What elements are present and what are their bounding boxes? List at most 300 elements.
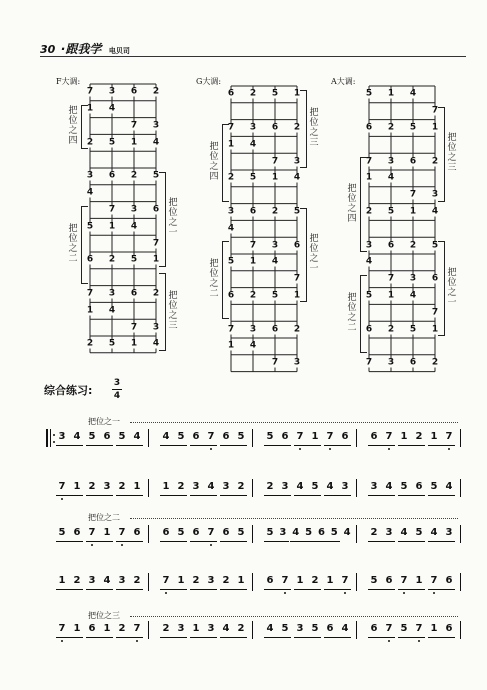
exercise-position-label: 把位之一 bbox=[88, 417, 120, 426]
note: 7 bbox=[430, 575, 438, 586]
note-degree: 3 bbox=[365, 240, 373, 251]
note: 2 bbox=[192, 575, 200, 586]
beam bbox=[190, 541, 217, 542]
beam bbox=[264, 445, 291, 446]
note: 7 bbox=[162, 575, 170, 586]
note-degree: 4 bbox=[108, 103, 116, 114]
beam bbox=[368, 445, 395, 446]
note: 6 bbox=[370, 431, 378, 442]
measure bbox=[254, 575, 358, 589]
position-label: 把位之二 bbox=[68, 223, 78, 264]
notation-line bbox=[42, 481, 458, 495]
note: 6 bbox=[192, 527, 200, 538]
beam bbox=[315, 541, 340, 542]
beam bbox=[428, 495, 455, 496]
note: 2 bbox=[311, 575, 319, 586]
note: 3 bbox=[370, 481, 378, 492]
note-degree: 7 bbox=[409, 189, 417, 200]
notation-line bbox=[42, 623, 458, 637]
note-degree: 3 bbox=[249, 122, 257, 133]
bar-line bbox=[252, 525, 253, 543]
beam bbox=[56, 541, 83, 542]
position-bracket bbox=[300, 208, 307, 303]
note: 7 bbox=[415, 623, 423, 634]
bar-line bbox=[148, 573, 149, 591]
note: 6 bbox=[281, 431, 289, 442]
note: 7 bbox=[88, 527, 96, 538]
note-degree: 7 bbox=[227, 122, 235, 133]
beam bbox=[56, 589, 83, 590]
note-degree: 3 bbox=[86, 170, 94, 181]
note: 2 bbox=[415, 431, 423, 442]
note: 5 bbox=[177, 431, 185, 442]
note: 5 bbox=[281, 623, 289, 634]
note: 6 bbox=[222, 527, 230, 538]
note-degree: 6 bbox=[152, 204, 160, 215]
note: 5 bbox=[330, 527, 338, 538]
position-bracket bbox=[300, 90, 307, 168]
note-degree: 4 bbox=[152, 338, 160, 349]
measure bbox=[254, 527, 358, 541]
note-degree: 2 bbox=[86, 338, 94, 349]
beam bbox=[220, 445, 247, 446]
note-degree: 6 bbox=[387, 240, 395, 251]
measure bbox=[358, 623, 462, 637]
beam bbox=[116, 495, 143, 496]
bar-line bbox=[460, 573, 461, 591]
octave-dot bbox=[418, 640, 420, 642]
note: 3 bbox=[281, 481, 289, 492]
note: 6 bbox=[326, 623, 334, 634]
note: 5 bbox=[58, 527, 66, 538]
note: 1 bbox=[192, 623, 200, 634]
beam bbox=[428, 637, 455, 638]
note: 2 bbox=[133, 575, 141, 586]
beam bbox=[324, 445, 351, 446]
position-label: 把位之一 bbox=[447, 267, 457, 308]
note: 5 bbox=[88, 431, 96, 442]
note: 3 bbox=[58, 431, 66, 442]
note-degree: 1 bbox=[293, 88, 301, 99]
position-bracket bbox=[81, 105, 88, 149]
note-degree: 2 bbox=[365, 206, 373, 217]
position-bracket bbox=[438, 107, 445, 202]
beam bbox=[368, 495, 395, 496]
note-degree: 7 bbox=[249, 240, 257, 251]
beam bbox=[398, 495, 425, 496]
note-degree: 6 bbox=[130, 288, 138, 299]
beam bbox=[160, 541, 187, 542]
note-degree: 5 bbox=[409, 122, 417, 133]
note-degree: 7 bbox=[130, 120, 138, 131]
note: 2 bbox=[237, 623, 245, 634]
beam bbox=[398, 445, 425, 446]
note-degree: 1 bbox=[387, 290, 395, 301]
measure bbox=[358, 481, 462, 495]
note: 7 bbox=[207, 527, 215, 538]
note-degree: 4 bbox=[431, 206, 439, 217]
measure bbox=[254, 481, 358, 495]
note: 3 bbox=[279, 527, 287, 538]
beam bbox=[264, 495, 291, 496]
beam bbox=[324, 495, 351, 496]
note: 1 bbox=[311, 431, 319, 442]
note: 5 bbox=[400, 623, 408, 634]
note-degree: 7 bbox=[227, 324, 235, 335]
measure bbox=[46, 623, 150, 637]
note: 7 bbox=[207, 431, 215, 442]
bar-line bbox=[356, 525, 357, 543]
note-degree: 3 bbox=[108, 288, 116, 299]
beam bbox=[86, 495, 113, 496]
note-degree: 2 bbox=[152, 86, 160, 97]
note: 7 bbox=[281, 575, 289, 586]
note: 7 bbox=[445, 431, 453, 442]
note: 5 bbox=[266, 527, 274, 538]
note: 6 bbox=[73, 527, 81, 538]
note-degree: 1 bbox=[130, 137, 138, 148]
note: 3 bbox=[222, 481, 230, 492]
beam bbox=[264, 541, 289, 542]
note-degree: 7 bbox=[271, 357, 279, 368]
note-degree: 2 bbox=[152, 288, 160, 299]
position-label: 把位之三 bbox=[309, 108, 319, 148]
note: 3 bbox=[192, 481, 200, 492]
note-degree: 4 bbox=[130, 221, 138, 232]
note: 4 bbox=[103, 575, 111, 586]
beam bbox=[56, 495, 83, 496]
beam bbox=[294, 495, 321, 496]
note: 6 bbox=[341, 431, 349, 442]
note-degree: 2 bbox=[431, 357, 439, 368]
octave-dot bbox=[284, 592, 286, 594]
beam bbox=[190, 637, 217, 638]
note: 4 bbox=[207, 481, 215, 492]
beam bbox=[368, 589, 395, 590]
note-degree: 3 bbox=[293, 357, 301, 368]
note: 1 bbox=[400, 431, 408, 442]
note: 6 bbox=[385, 575, 393, 586]
exercise-position-label: 把位之三 bbox=[88, 611, 120, 620]
note-degree: 5 bbox=[387, 206, 395, 217]
note-degree: 6 bbox=[409, 357, 417, 368]
octave-dot bbox=[210, 448, 212, 450]
note: 1 bbox=[326, 575, 334, 586]
note: 5 bbox=[266, 431, 274, 442]
bar-line bbox=[252, 479, 253, 497]
beam bbox=[294, 589, 321, 590]
note: 3 bbox=[385, 527, 393, 538]
note-degree: 3 bbox=[387, 156, 395, 167]
measure bbox=[150, 481, 254, 495]
beam bbox=[160, 445, 187, 446]
note: 6 bbox=[317, 527, 325, 538]
note-degree: 7 bbox=[152, 238, 160, 249]
note: 4 bbox=[266, 623, 274, 634]
octave-dot bbox=[344, 592, 346, 594]
note-degree: 5 bbox=[86, 221, 94, 232]
measure bbox=[254, 431, 358, 445]
beam bbox=[264, 589, 291, 590]
position-bracket bbox=[222, 241, 229, 319]
note: 2 bbox=[266, 481, 274, 492]
note: 7 bbox=[326, 431, 334, 442]
note: 3 bbox=[207, 623, 215, 634]
note-degree: 7 bbox=[431, 105, 439, 116]
octave-dot bbox=[210, 544, 212, 546]
time-signature-top: 3 bbox=[113, 378, 121, 388]
note-degree: 2 bbox=[387, 324, 395, 335]
note-degree: 1 bbox=[431, 324, 439, 335]
bar-line bbox=[148, 429, 149, 447]
note-degree: 4 bbox=[409, 88, 417, 99]
note: 3 bbox=[341, 481, 349, 492]
note: 4 bbox=[445, 481, 453, 492]
beam bbox=[116, 589, 143, 590]
position-extent-line bbox=[130, 422, 458, 423]
note-degree: 1 bbox=[431, 122, 439, 133]
bar-line bbox=[356, 429, 357, 447]
notation-line bbox=[42, 575, 458, 589]
note-degree: 4 bbox=[108, 305, 116, 316]
note-degree: 3 bbox=[152, 120, 160, 131]
position-extent-line bbox=[130, 616, 458, 617]
note: 1 bbox=[162, 481, 170, 492]
note: 4 bbox=[343, 527, 351, 538]
time-signature bbox=[112, 378, 122, 401]
note-degree: 2 bbox=[249, 290, 257, 301]
note: 5 bbox=[311, 481, 319, 492]
note-degree: 6 bbox=[227, 290, 235, 301]
note-degree: 4 bbox=[293, 172, 301, 183]
bar-line bbox=[460, 525, 461, 543]
position-bracket bbox=[360, 275, 367, 353]
measure bbox=[358, 575, 462, 589]
beam bbox=[56, 445, 83, 446]
note-degree: 7 bbox=[431, 307, 439, 318]
book-title: ·跟我学 bbox=[60, 42, 102, 56]
note-degree: 4 bbox=[365, 256, 373, 267]
note: 5 bbox=[237, 527, 245, 538]
note: 1 bbox=[430, 623, 438, 634]
position-label: 把位之二 bbox=[347, 292, 357, 333]
beam bbox=[160, 495, 187, 496]
beam bbox=[190, 495, 217, 496]
measure bbox=[46, 575, 150, 589]
note: 2 bbox=[162, 623, 170, 634]
page-number: 30 bbox=[40, 43, 56, 56]
note: 6 bbox=[445, 623, 453, 634]
note-degree: 1 bbox=[365, 172, 373, 183]
note-degree: 7 bbox=[365, 357, 373, 368]
note: 1 bbox=[237, 575, 245, 586]
beam bbox=[324, 637, 351, 638]
note-degree: 1 bbox=[227, 340, 235, 351]
beam bbox=[398, 541, 425, 542]
note-degree: 3 bbox=[409, 273, 417, 284]
note: 3 bbox=[207, 575, 215, 586]
note-degree: 6 bbox=[86, 254, 94, 265]
beam bbox=[86, 445, 113, 446]
note: 7 bbox=[296, 431, 304, 442]
bar-line bbox=[148, 525, 149, 543]
note: 4 bbox=[430, 527, 438, 538]
note-degree: 3 bbox=[130, 204, 138, 215]
position-bracket bbox=[360, 157, 367, 252]
octave-dot bbox=[388, 640, 390, 642]
note-degree: 2 bbox=[409, 240, 417, 251]
note-degree: 4 bbox=[271, 256, 279, 267]
note-degree: 2 bbox=[227, 172, 235, 183]
beam bbox=[368, 637, 395, 638]
position-label: 把位之三 bbox=[447, 133, 457, 174]
note: 3 bbox=[88, 575, 96, 586]
note-degree: 2 bbox=[431, 156, 439, 167]
beam bbox=[220, 541, 247, 542]
note: 4 bbox=[292, 527, 300, 538]
measure bbox=[150, 575, 254, 589]
note-degree: 7 bbox=[86, 86, 94, 97]
note: 2 bbox=[73, 575, 81, 586]
octave-dot bbox=[329, 448, 331, 450]
note: 1 bbox=[73, 623, 81, 634]
bar-line bbox=[252, 429, 253, 447]
note: 1 bbox=[430, 431, 438, 442]
position-label: 把位之四 bbox=[347, 183, 357, 224]
bar-line bbox=[356, 479, 357, 497]
note: 1 bbox=[103, 623, 111, 634]
note: 1 bbox=[73, 481, 81, 492]
measure bbox=[150, 527, 254, 541]
note-degree: 5 bbox=[152, 170, 160, 181]
book-subtitle: 电贝司 bbox=[108, 47, 130, 55]
note: 3 bbox=[177, 623, 185, 634]
note: 4 bbox=[341, 623, 349, 634]
octave-dot bbox=[403, 592, 405, 594]
note-degree: 3 bbox=[108, 86, 116, 97]
note: 1 bbox=[296, 575, 304, 586]
note: 3 bbox=[445, 527, 453, 538]
note: 6 bbox=[103, 431, 111, 442]
note-degree: 6 bbox=[293, 240, 301, 251]
note-degree: 1 bbox=[130, 338, 138, 349]
note: 6 bbox=[445, 575, 453, 586]
note-degree: 6 bbox=[249, 206, 257, 217]
position-bracket bbox=[222, 124, 229, 202]
note: 4 bbox=[385, 481, 393, 492]
beam bbox=[56, 637, 83, 638]
beam bbox=[190, 589, 217, 590]
position-bracket bbox=[438, 241, 445, 336]
beam bbox=[86, 541, 113, 542]
note: 4 bbox=[162, 431, 170, 442]
note-degree: 5 bbox=[271, 290, 279, 301]
note: 4 bbox=[73, 431, 81, 442]
position-bracket bbox=[81, 206, 88, 284]
measure bbox=[150, 431, 254, 445]
note: 4 bbox=[222, 623, 230, 634]
notation-line bbox=[42, 527, 458, 541]
note-degree: 5 bbox=[108, 137, 116, 148]
note: 2 bbox=[88, 481, 96, 492]
note: 2 bbox=[118, 481, 126, 492]
note: 2 bbox=[237, 481, 245, 492]
bar-line bbox=[252, 573, 253, 591]
note-degree: 3 bbox=[271, 240, 279, 251]
octave-dot bbox=[433, 592, 435, 594]
note: 6 bbox=[88, 623, 96, 634]
note-degree: 7 bbox=[293, 273, 301, 284]
beam bbox=[116, 445, 143, 446]
beam bbox=[398, 637, 425, 638]
position-label: 把位之二 bbox=[209, 259, 219, 300]
note-degree: 6 bbox=[409, 156, 417, 167]
note-degree: 1 bbox=[86, 103, 94, 114]
note-degree: 4 bbox=[249, 340, 257, 351]
note: 1 bbox=[177, 575, 185, 586]
position-bracket bbox=[159, 172, 166, 267]
note: 5 bbox=[305, 527, 313, 538]
beam bbox=[398, 589, 425, 590]
position-label: 把位之四 bbox=[209, 141, 219, 182]
note-degree: 2 bbox=[293, 122, 301, 133]
note-degree: 7 bbox=[365, 156, 373, 167]
measure bbox=[358, 431, 462, 445]
beam bbox=[220, 589, 247, 590]
note-degree: 3 bbox=[249, 324, 257, 335]
note-degree: 5 bbox=[431, 240, 439, 251]
note-degree: 6 bbox=[108, 170, 116, 181]
position-label: 把位之四 bbox=[68, 106, 78, 146]
note-degree: 2 bbox=[86, 137, 94, 148]
note-degree: 1 bbox=[271, 172, 279, 183]
beam bbox=[220, 495, 247, 496]
key-label-a: A大调: bbox=[331, 77, 356, 86]
measure bbox=[46, 481, 150, 495]
diagram-lines bbox=[369, 86, 475, 382]
note-degree: 1 bbox=[293, 290, 301, 301]
note: 5 bbox=[118, 431, 126, 442]
position-label: 把位之三 bbox=[168, 290, 178, 331]
measure bbox=[46, 527, 150, 541]
bar-line bbox=[460, 429, 461, 447]
beam bbox=[116, 637, 143, 638]
note-degree: 1 bbox=[387, 88, 395, 99]
note-degree: 4 bbox=[249, 139, 257, 150]
note: 1 bbox=[415, 575, 423, 586]
beam bbox=[190, 445, 217, 446]
note: 5 bbox=[430, 481, 438, 492]
beam bbox=[220, 637, 247, 638]
octave-dot bbox=[121, 544, 123, 546]
beam bbox=[160, 589, 187, 590]
octave-dot bbox=[448, 448, 450, 450]
beam bbox=[116, 541, 143, 542]
note-degree: 6 bbox=[431, 273, 439, 284]
note: 5 bbox=[415, 527, 423, 538]
note-degree: 3 bbox=[431, 189, 439, 200]
note-degree: 2 bbox=[293, 324, 301, 335]
note-degree: 7 bbox=[86, 288, 94, 299]
note: 3 bbox=[118, 575, 126, 586]
time-signature-bottom: 4 bbox=[113, 391, 121, 401]
position-extent-line bbox=[130, 518, 458, 519]
note-degree: 4 bbox=[409, 290, 417, 301]
note: 7 bbox=[58, 481, 66, 492]
header-rule bbox=[40, 56, 466, 57]
beam bbox=[294, 445, 321, 446]
bar-line bbox=[356, 573, 357, 591]
